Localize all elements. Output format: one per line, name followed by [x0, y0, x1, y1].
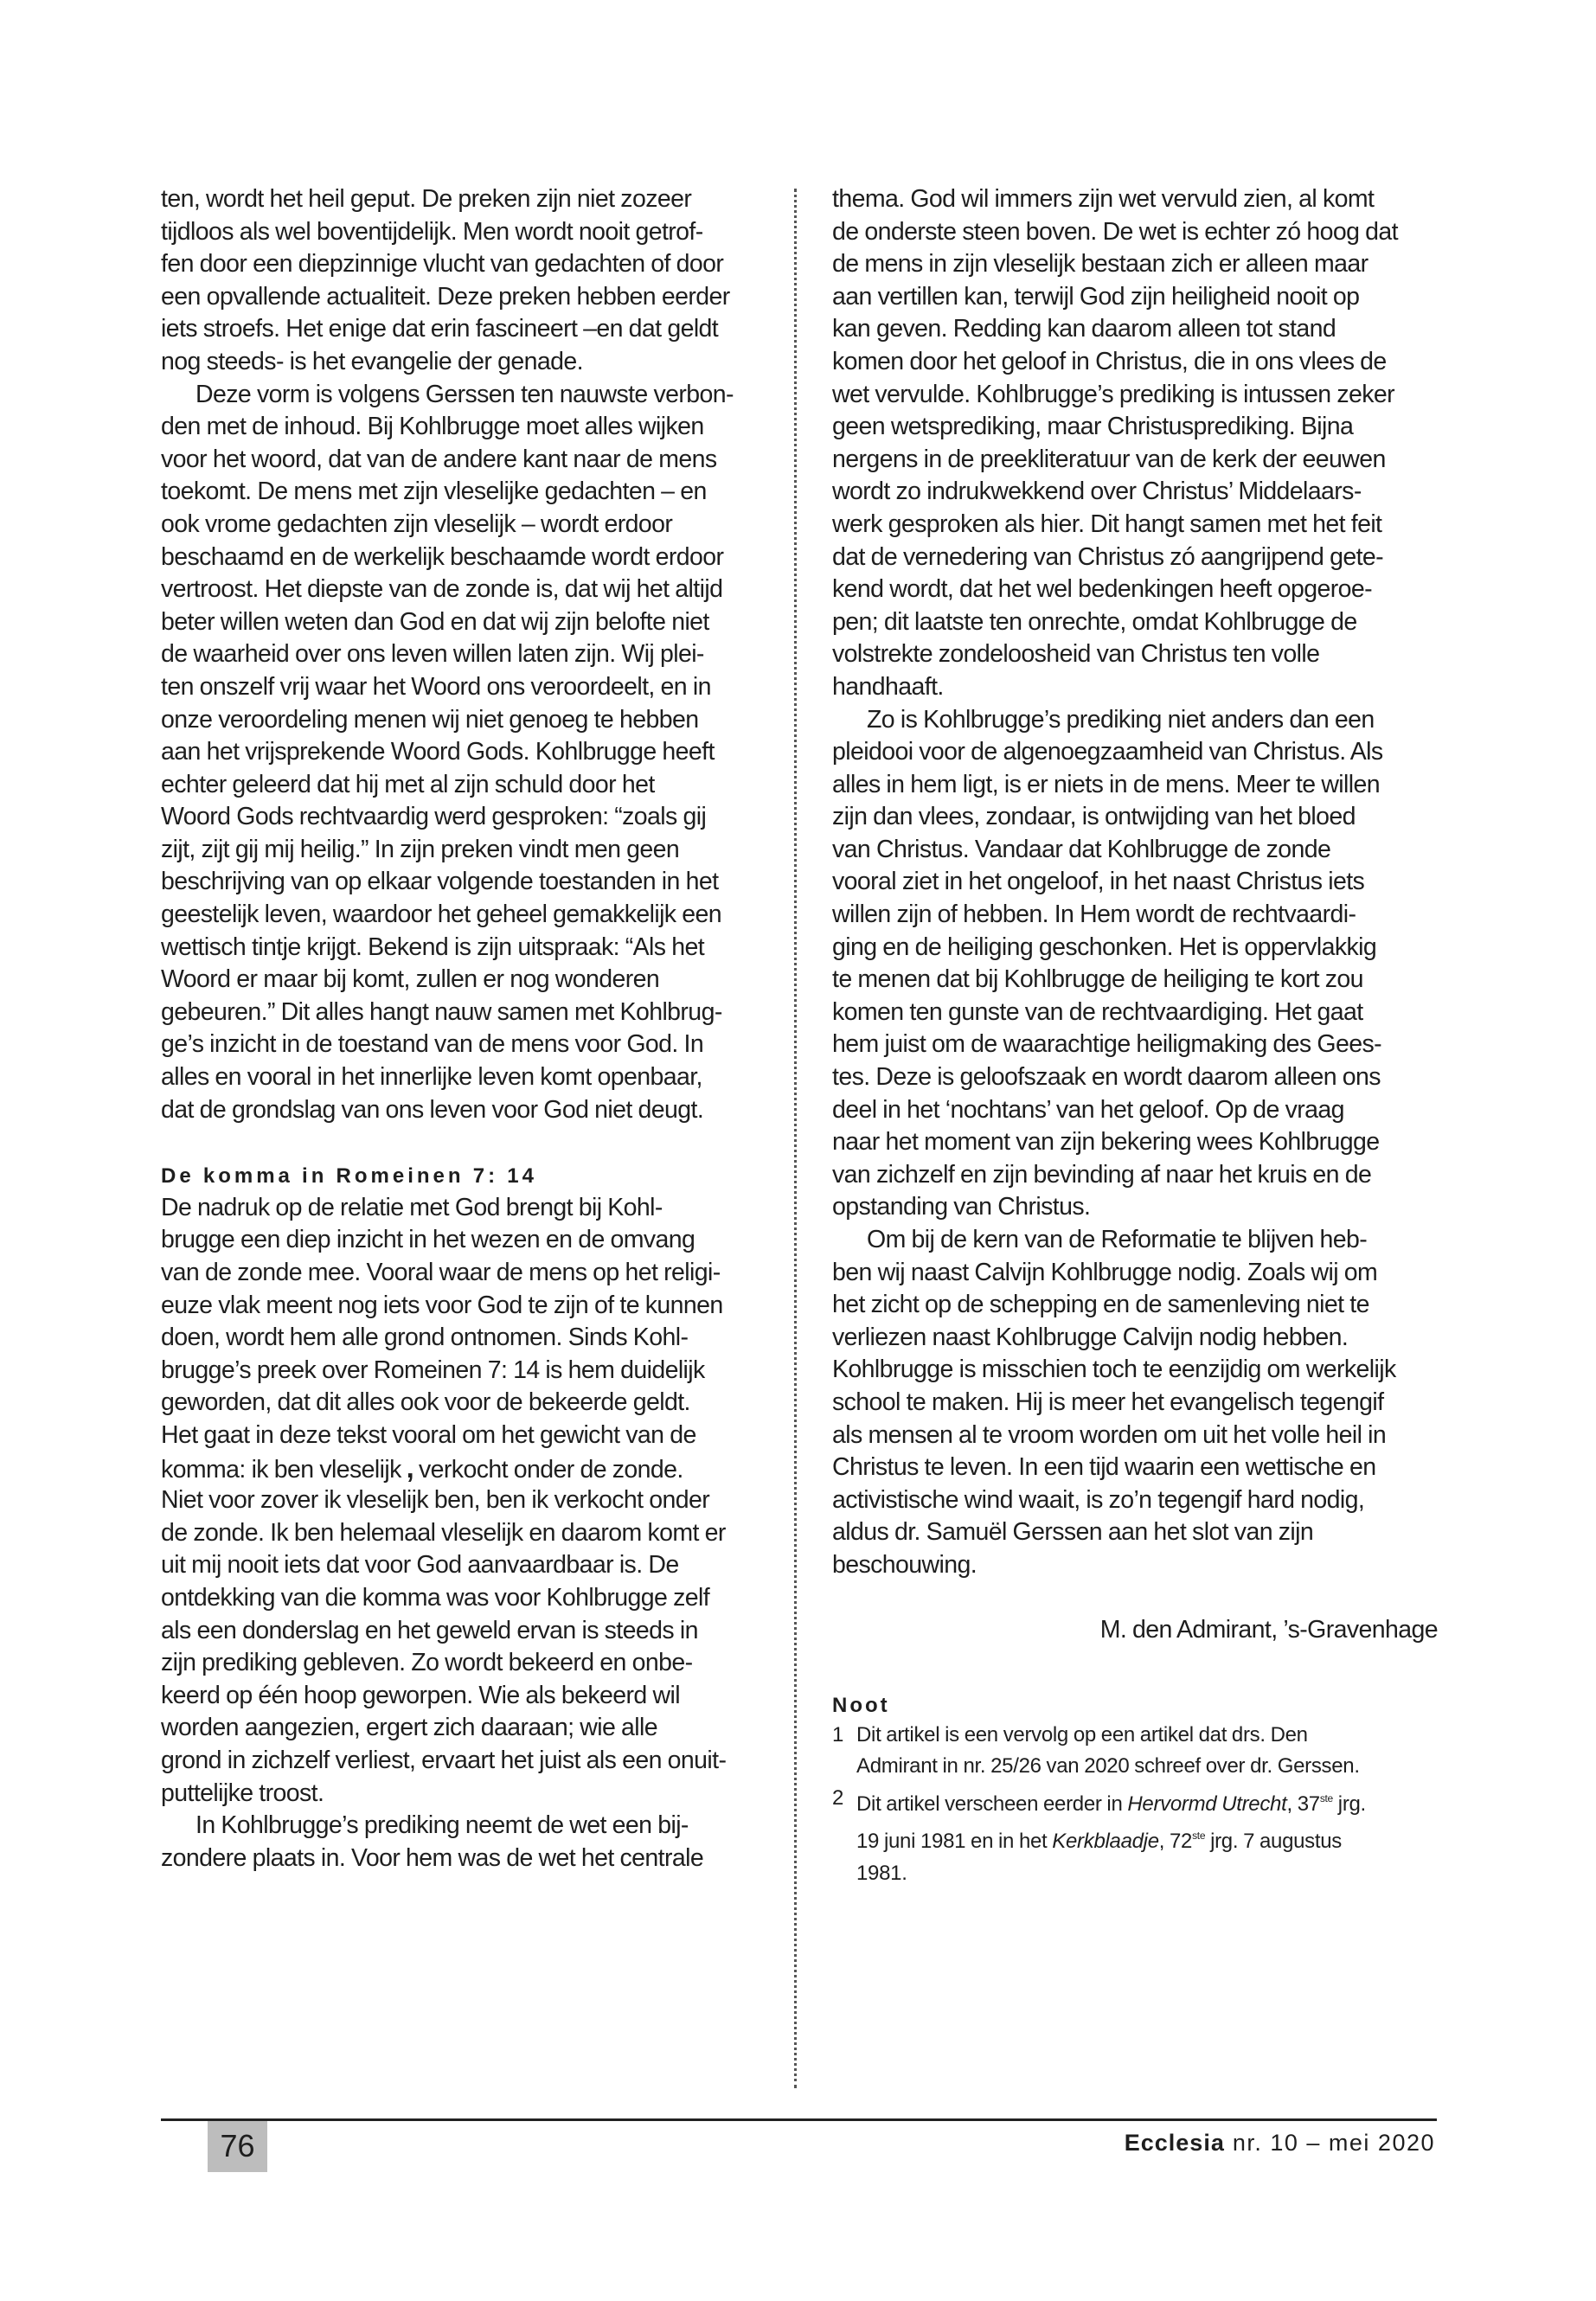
text-line: tijdloos als wel boventijdelijk. Men wordt nooit getrof- [161, 217, 703, 246]
text-line: thema. God wil immers zijn wet vervuld zien, al komt [832, 185, 1375, 213]
text-line: De nadruk op de relatie met God brengt bij Kohl- [161, 1193, 663, 1221]
paragraph [161, 1484, 771, 1810]
text-line: brugge’s preek over Romeinen 7: 14 is hem duidelijk [161, 1356, 705, 1384]
paragraph [832, 704, 1438, 1225]
text-line: als een donderslag en het geweld ervan is steeds in [161, 1616, 698, 1644]
text-line: tes. Deze is geloofszaak en wordt daarom alleen ons [832, 1063, 1381, 1092]
right-column [832, 183, 1438, 1889]
text-line: zijn dan vlees, zondaar, is ontwijding van het bloed [832, 803, 1356, 831]
text-line: het zicht op de schepping en de samenleving niet te [832, 1291, 1369, 1319]
text: jrg. [1332, 1791, 1366, 1816]
text-line: opstanding van Christus. [832, 1193, 1091, 1221]
text-line: Het gaat in deze tekst vooral om het gewicht van de [161, 1420, 696, 1449]
section-heading: De komma in Romeinen 7: 14 [161, 1164, 537, 1189]
text-line: de mens in zijn vleselijk bestaan zich er alleen maar [832, 250, 1368, 279]
note-number: 2 [832, 1785, 844, 1810]
text-line: gebeuren.” Dit alles hangt nauw samen met Kohlbrug- [161, 997, 722, 1026]
paragraph [161, 1810, 771, 1875]
left-column [161, 183, 771, 1875]
note-item [832, 1720, 1438, 1783]
text-line: Woord er maar bij komt, zullen er nog wonderen [161, 965, 660, 994]
text-line: te menen dat bij Kohlbrugge de heiliging te kort zou [832, 965, 1363, 994]
text-line: zijt, zijt gij mij heilig.” In zijn preken vindt men geen [161, 835, 680, 863]
text-line: beschaamd en de werkelijk beschaamde wordt erdoor [161, 542, 724, 571]
text: , 72 [1158, 1830, 1193, 1854]
text-line: geestelijk leven, waardoor het geheel gemakkelijk een [161, 901, 722, 929]
text-line: worden aangezien, ergert zich daaraan; wie alle [161, 1714, 658, 1742]
text: jrg. 7 augustus [1205, 1830, 1343, 1854]
text-line: komen ten gunste van de rechtvaardiging. Het gaat [832, 997, 1363, 1026]
text-line: van zichzelf en zijn bevinding af naar het kruis en de [832, 1160, 1372, 1189]
text-line: vertroost. Het diepste van de zonde is, dat wij het altijd [161, 575, 723, 604]
text-line: wet vervulde. Kohlbrugge’s prediking is intussen zeker [832, 380, 1395, 408]
text-line: ten, wordt het heil geput. De preken zijn niet zozeer [161, 185, 692, 213]
text-line: alles en vooral in het innerlijke leven komt openbaar, [161, 1063, 702, 1092]
text-line: beter willen weten dan God en dat wij zijn belofte niet [161, 607, 709, 636]
text-line: handhaaft. [832, 672, 944, 701]
text-line: Om bij de kern van de Reformatie te blijven heb- [867, 1226, 1368, 1253]
text-line: ten onszelf vrij waar het Woord ons veroordeelt, en in [161, 672, 711, 701]
text-line: Deze vorm is volgens Gerssen ten nauwste verbon- [195, 380, 734, 408]
text-line: den met de inhoud. Bij Kohlbrugge moet alles wijken [161, 413, 704, 441]
note-text [856, 1720, 1438, 1783]
text-line: van Christus. Vandaar dat Kohlbrugge de zonde [832, 835, 1331, 863]
text-line: Kohlbrugge is misschien toch te eenzijdig om werkelijk [832, 1356, 1396, 1384]
note-line: Dit artikel is een vervolg op een artikel dat drs. Den [856, 1722, 1308, 1747]
column-divider [794, 189, 797, 2088]
text-line: ontdekking van die komma was voor Kohlbrugge zelf [161, 1583, 710, 1612]
text-line: willen zijn of hebben. In Hem wordt de rechtvaardi- [832, 901, 1356, 929]
text-line: naar het moment van zijn bekering wees Kohlbrugge [832, 1128, 1380, 1157]
text-line: een opvallende actualiteit. Deze preken hebben eerder [161, 282, 730, 311]
text-line: Christus te leven. In een tijd waarin een wettische en [832, 1453, 1376, 1482]
text: verkocht onder de zonde. [419, 1455, 683, 1484]
text-line: In Kohlbrugge’s prediking neemt de wet een bij- [195, 1811, 689, 1840]
text-line: alles in hem ligt, is er niets in de mens. Meer te willen [832, 770, 1381, 798]
text-line: komen door het geloof in Christus, die in ons vlees de [832, 347, 1387, 375]
text-line: van de zonde mee. Vooral waar de mens op het religi- [161, 1259, 721, 1286]
text-line: ook vrome gedachten zijn vleselijk – wordt erdoor [161, 510, 673, 538]
text-line: werk gesproken als hier. Dit hangt samen met het feit [832, 510, 1382, 538]
text: , 37 [1286, 1791, 1320, 1816]
text-line: keerd op één hoop geworpen. Wie als bekeerd wil [161, 1681, 680, 1709]
notes-heading: Noot [832, 1693, 890, 1717]
text-line: Niet voor zover ik vleselijk ben, ben ik verkocht onder [161, 1486, 710, 1515]
text: komma: ik ben vleselijk [161, 1455, 401, 1484]
text-line: onze veroordeling menen wij niet genoeg te hebben [161, 705, 699, 734]
text-line: euze vlak meent nog iets voor God te zijn of te kunnen [161, 1291, 723, 1319]
text-line: pen; dit laatste ten onrechte, omdat Kohlbrugge de [832, 607, 1357, 636]
text-line: aldus dr. Samuël Gerssen aan het slot van zijn [832, 1518, 1314, 1547]
text-line: volstrekte zondeloosheid van Christus ten volle [832, 640, 1320, 669]
note-line: 1981. [856, 1861, 907, 1885]
text-line: beschrijving van op elkaar volgende toestanden in het [161, 868, 719, 896]
text-line: school te maken. Hij is meer het evangelisch tegengif [832, 1388, 1384, 1416]
text-line: aan het vrijsprekende Woord Gods. Kohlbrugge heeft [161, 738, 715, 766]
text-line: pleidooi voor de algenoegzaamheid van Christus. Als [832, 738, 1383, 766]
text-line: toekomt. De mens met zijn vleselijke gedachten – en [161, 478, 707, 506]
magazine-name: Ecclesia [1124, 2130, 1225, 2156]
footer-issue [1125, 2130, 1435, 2157]
text-line: nog steeds- is het evangelie der genade. [161, 347, 583, 375]
text-line: iets stroefs. Het enige dat erin fascineert –en dat geldt [161, 315, 719, 343]
text-line: aan vertillen kan, terwijl God zijn heiligheid nooit op [832, 282, 1360, 311]
page-number: 76 [208, 2121, 267, 2172]
text-line: beschouwing. [832, 1550, 977, 1579]
text-line: dat de vernedering van Christus zó aangrijpend gete- [832, 542, 1384, 571]
note-line [856, 1820, 1438, 1858]
text-line: zijn prediking gebleven. Zo wordt bekeerd en onbe- [161, 1649, 693, 1677]
text-line: doen, wordt hem alle grond ontnomen. Sinds Kohl- [161, 1324, 689, 1352]
paragraph [832, 1224, 1438, 1582]
text-line: vooral ziet in het ongeloof, in het naast Christus iets [832, 868, 1365, 896]
text-line: ge’s inzicht in de toestand van de mens voor God. In [161, 1030, 704, 1059]
text-line: als mensen al te vroom worden om uit het volle heil in [832, 1420, 1387, 1449]
comma-line [161, 1452, 771, 1485]
note-number: 1 [832, 1722, 844, 1747]
text-line: Zo is Kohlbrugge’s prediking niet anders dan een [867, 705, 1375, 734]
footer-rule [161, 2118, 1437, 2121]
text-line: puttelijke troost. [161, 1779, 324, 1807]
text-line: activistische wind waait, is zo’n tegengif hard nodig, [832, 1485, 1365, 1514]
text-line: fen door een diepzinnige vlucht van gedachten of door [161, 250, 724, 279]
note-line: Admirant in nr. 25/26 van 2020 schreef over dr. Gerssen. [856, 1754, 1360, 1779]
note-item [832, 1783, 1438, 1890]
text-line: nergens in de preekliteratuur van de kerk der eeuwen [832, 445, 1386, 473]
text-line: de onderste steen boven. De wet is echter zó hoog dat [832, 217, 1398, 246]
text: Dit artikel verscheen eerder in [856, 1791, 1128, 1816]
paragraph [161, 379, 771, 1127]
text-line: de waarheid over ons leven willen laten zijn. Wij plei- [161, 640, 704, 669]
text-line: kan geven. Redding kan daarom alleen tot stand [832, 315, 1336, 343]
issue-info: nr. 10 – mei 2020 [1224, 2130, 1435, 2156]
text-line: verliezen naast Kohlbrugge Calvijn nodig hebben. [832, 1323, 1349, 1351]
text-line: zondere plaats in. Voor hem was de wet het centrale [161, 1843, 704, 1872]
text-line: deel in het ‘nochtans’ van het geloof. Op de vraag [832, 1095, 1344, 1124]
text-line: grond in zichzelf verliest, ervaart het juist als een onuit- [161, 1746, 727, 1774]
ordinal-suffix: ste [1192, 1830, 1206, 1843]
text-line: Woord Gods rechtvaardig werd gesproken: “zoals gij [161, 803, 707, 831]
text-line: wettisch tintje krijgt. Bekend is zijn uitspraak: “Als het [161, 933, 705, 961]
emphasized-comma: , [406, 1452, 414, 1484]
paragraph [832, 183, 1438, 704]
publication-title: Hervormd Utrecht [1127, 1791, 1287, 1816]
note-line [856, 1783, 1438, 1821]
text-line: hem juist om de waarachtige heiligmaking des Gees- [832, 1030, 1381, 1059]
text-line: echter geleerd dat hij met al zijn schuld door het [161, 770, 655, 798]
text-line: ging en de heiliging geschonken. Het is oppervlakkig [832, 933, 1377, 961]
text-line: de zonde. Ik ben helemaal vleselijk en daarom komt er [161, 1518, 726, 1547]
text-line: geen wetsprediking, maar Christusprediking. Bijna [832, 413, 1354, 441]
note-text [856, 1783, 1438, 1890]
spacer [832, 1582, 1438, 1615]
text-line: voor het woord, dat van de andere kant naar de mens [161, 445, 717, 473]
paragraph [161, 183, 771, 379]
text-line: kend wordt, dat het wel bedenkingen heeft opgeroe- [832, 575, 1373, 604]
paragraph [161, 1192, 771, 1452]
text-line: dat de grondslag van ons leven voor God niet deugt. [161, 1095, 704, 1124]
text-line: wordt zo indrukwekkend over Christus’ Middelaars- [832, 478, 1362, 506]
text: 19 juni 1981 en in het [856, 1830, 1053, 1854]
publication-title: Kerkblaadje [1052, 1830, 1159, 1854]
author-signature: M. den Admirant, ’s-Gravenhage [1099, 1616, 1438, 1644]
ordinal-suffix: ste [1319, 1791, 1333, 1804]
notes-list [832, 1720, 1438, 1890]
text-line: ben wij naast Calvijn Kohlbrugge nodig. Zoals wij om [832, 1258, 1378, 1286]
text-line: brugge een diep inzicht in het wezen en de omvang [161, 1226, 695, 1254]
text-line: uit mij nooit iets dat voor God aanvaardbaar is. De [161, 1551, 679, 1580]
text-line: geworden, dat dit alles ook voor de bekeerde geldt. [161, 1388, 690, 1417]
